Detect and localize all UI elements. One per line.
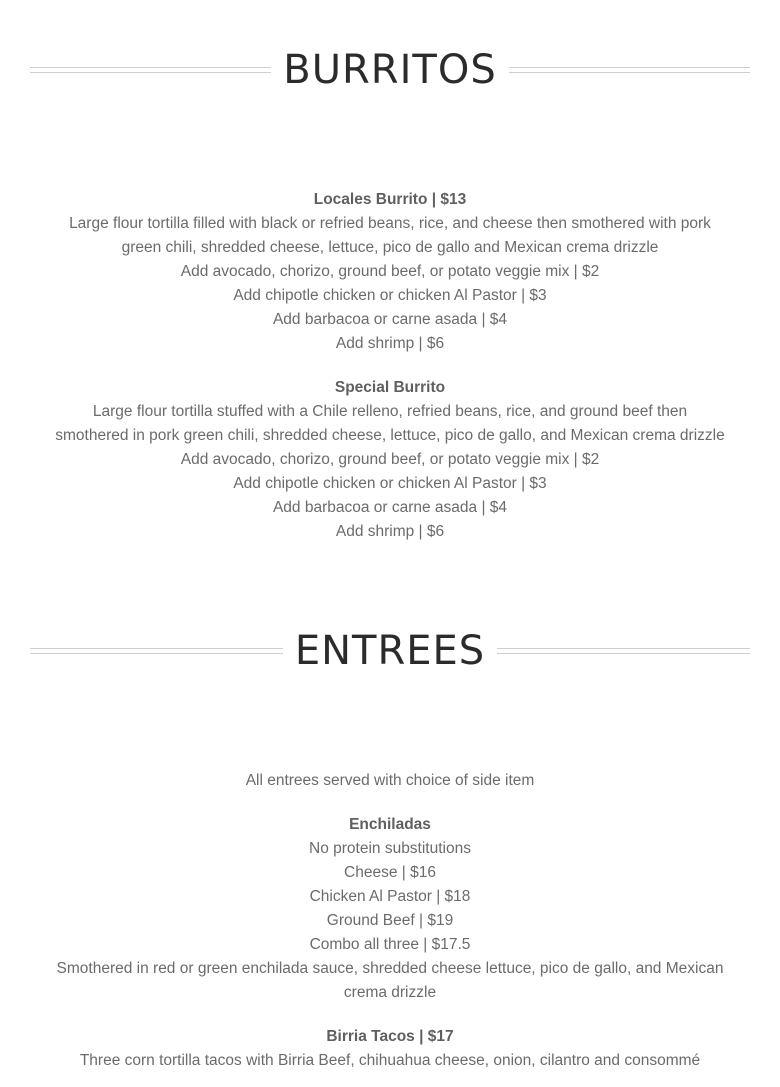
item-addon: Add shrimp | $6 — [335, 335, 445, 352]
item-description: Smothered in red or green enchilada sauce, shredded cheese lettuce, pico de gallo, and Mexican — [56, 960, 724, 977]
entrees-title: ENTREES — [294, 628, 486, 674]
header-rule-right — [509, 67, 750, 73]
header-rule-left — [30, 648, 283, 654]
menu-item-birria-tacos — [30, 1025, 750, 1073]
item-addon: Add shrimp | $6 — [335, 523, 445, 540]
burritos-menu-items — [30, 188, 750, 544]
menu-item-special-burrito — [30, 376, 750, 544]
burritos-section-header — [30, 45, 750, 95]
item-addon: Add barbacoa or carne asada | $4 — [272, 499, 508, 516]
item-name: Special Burrito — [334, 379, 446, 396]
item-addon: Add avocado, chorizo, ground beef, or potato veggie mix | $2 — [180, 451, 600, 468]
item-price-option: Cheese | $16 — [344, 864, 436, 881]
item-name: Birria Tacos | $17 — [326, 1028, 454, 1045]
header-rule-right — [497, 648, 750, 654]
item-name: Locales Burrito | $13 — [313, 191, 467, 208]
item-price-option: Chicken Al Pastor | $18 — [309, 888, 471, 905]
item-name: Enchiladas — [349, 816, 431, 833]
item-description: Large flour tortilla stuffed with a Chile relleno, refried beans, rice, and ground beef then — [92, 403, 688, 420]
header-rule-left — [30, 67, 271, 73]
item-price-option: Ground Beef | $19 — [326, 912, 454, 929]
item-description: Three corn tortilla tacos with Birria Beef, chihuahua cheese, onion, cilantro and consommé — [79, 1052, 701, 1069]
item-addon: Add barbacoa or carne asada | $4 — [272, 311, 508, 328]
item-description: green chili, shredded cheese, lettuce, pico de gallo and Mexican crema drizzle — [121, 239, 659, 256]
item-description: crema drizzle — [343, 984, 437, 1001]
item-price-option: Combo all three | $17.5 — [309, 936, 471, 953]
item-note: No protein substitutions — [309, 840, 471, 857]
entrees-note: All entrees served with choice of side item — [245, 772, 535, 789]
item-description: Large flour tortilla filled with black or refried beans, rice, and cheese then smothered with pork — [69, 215, 711, 232]
burritos-title: BURRITOS — [283, 47, 497, 93]
menu-item-enchiladas — [30, 813, 750, 1005]
item-description: smothered in pork green chili, shredded cheese, lettuce, pico de gallo, and Mexican crema drizzle — [55, 427, 725, 444]
entrees-section-header — [30, 626, 750, 676]
entrees-menu-items — [30, 769, 750, 1073]
item-addon: Add chipotle chicken or chicken Al Pastor | $3 — [233, 287, 547, 304]
item-addon: Add avocado, chorizo, ground beef, or potato veggie mix | $2 — [180, 263, 600, 280]
menu-item-locales-burrito — [30, 188, 750, 356]
item-addon: Add chipotle chicken or chicken Al Pastor | $3 — [233, 475, 547, 492]
